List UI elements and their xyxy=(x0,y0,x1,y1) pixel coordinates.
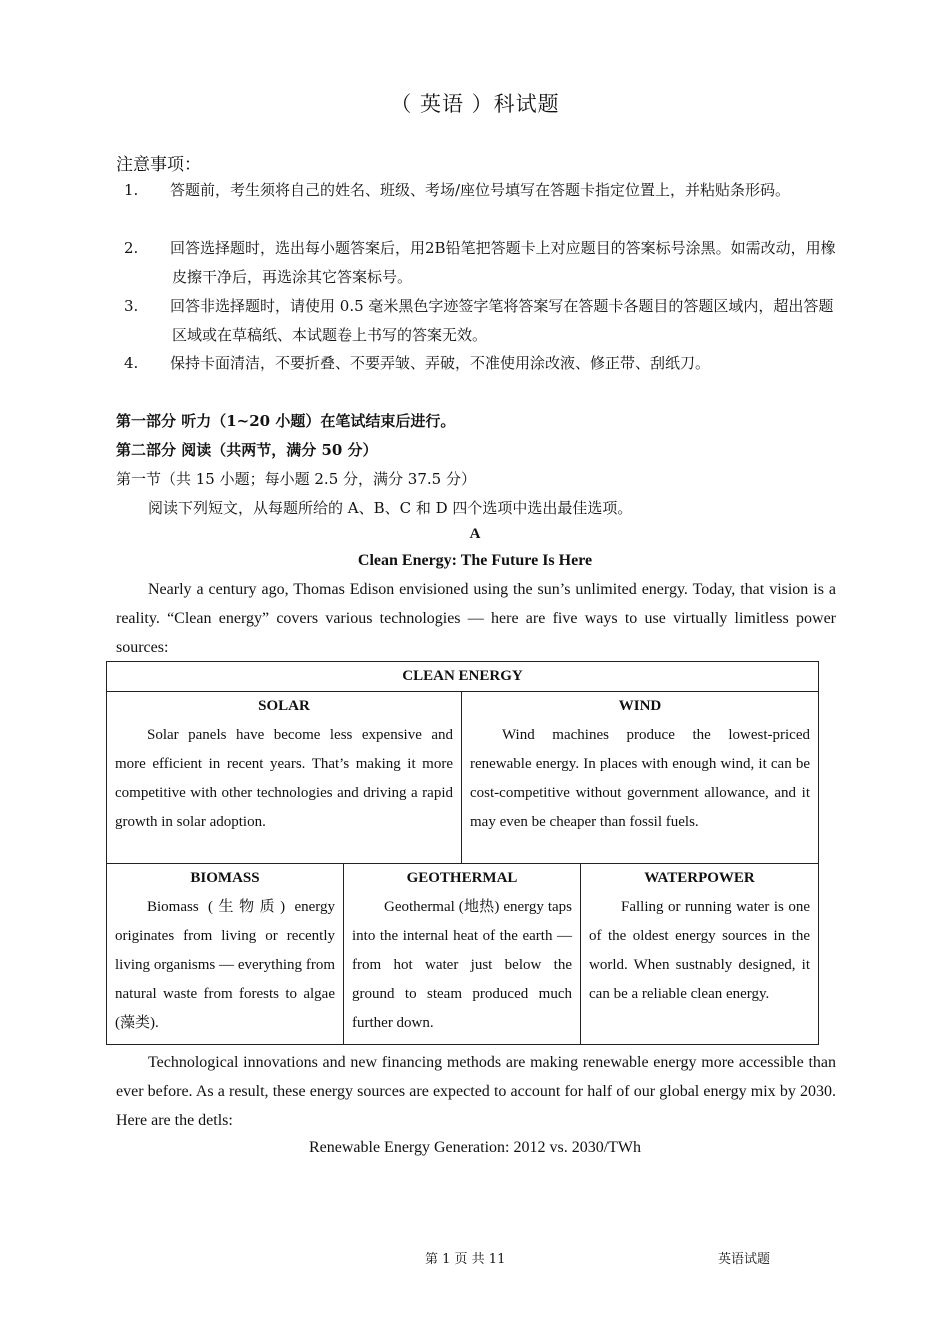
footer-subject: 英语试题 xyxy=(718,1252,771,1267)
solar-cell xyxy=(107,692,462,864)
notice-item: 3. 回答非选择题时，请使用 0.5 毫米黑色字迹签字笔将答案写在答题卡各题目的答题区域内，超出答题区域或在草稿纸、本试题卷上书写的答案无效。 xyxy=(124,297,834,344)
notice-item: 2. 回答选择题时，选出每小题答案后，用2B铅笔把答题卡上对应题目的答案标号涂黑。如需改动，用橡皮擦干净后，再选涂其它答案标号。 xyxy=(124,239,836,286)
biomass-text: Biomass (生物质) energy originates from living or recently living organisms — everything from natural waste from forests to algae (藻类). xyxy=(115,899,335,1031)
biomass-title: BIOMASS xyxy=(190,870,260,886)
waterpower-cell xyxy=(581,864,819,1045)
notice-heading: 注意事项： xyxy=(116,155,201,175)
page-title: （ 英语 ）科试题 xyxy=(390,92,560,116)
biomass-cell xyxy=(107,864,344,1045)
geothermal-cell xyxy=(344,864,581,1045)
table-heading: CLEAN ENERGY xyxy=(107,662,819,692)
solar-title: SOLAR xyxy=(258,698,310,714)
wind-cell xyxy=(462,692,819,864)
waterpower-text: Falling or running water is one of the oldest energy sources in the world. When sustnably designed, it can be a reliable clean energy. xyxy=(589,899,810,1002)
passage-letter: A xyxy=(469,526,481,542)
page-number: 第 1 页 共 11 xyxy=(425,1252,506,1267)
waterpower-title: WATERPOWER xyxy=(644,870,755,886)
notice-item: 4. 保持卡面清洁，不要折叠、不要弄皱、弄破，不准使用涂改液、修正带、刮纸刀。 xyxy=(124,354,711,372)
passage-intro: Nearly a century ago, Thomas Edison envisioned using the sun’s unlimited energy. Today, that vision is a reality. “Clean energy” covers various technologies — here are five ways to use virtually limitless power sources: xyxy=(116,581,836,656)
wind-title: WIND xyxy=(618,698,662,714)
wind-text: Wind machines produce the lowest-priced renewable energy. In places with enough wind, it can be cost-competitive without government allowance, and it may even be cheaper than fossil fuels. xyxy=(470,727,810,830)
clean-energy-table xyxy=(106,661,819,1045)
part2-heading: 第二部分 阅读（共两节，满分 50 分） xyxy=(116,441,378,459)
passage-after-table: Technological innovations and new financing methods are making renewable energy more accessible than ever before. As a result, these energy sources are expected to account for half of our global energy mix by 2030. Here are the detls: xyxy=(116,1054,836,1129)
solar-text: Solar panels have become less expensive and more efficient in recent years. That’s making it more competitive with other technologies and driving a rapid growth in solar adoption. xyxy=(115,727,453,830)
geothermal-title: GEOTHERMAL xyxy=(406,870,518,886)
section1-heading: 第一节（共 15 小题；每小题 2.5 分，满分 37.5 分） xyxy=(116,470,476,488)
geothermal-text: Geothermal (地热) energy taps into the internal heat of the earth — from hot water just below the ground to steam produced much further down. xyxy=(352,899,572,1031)
instruction-text: 阅读下列短文，从每题所给的 A、B、C 和 D 四个选项中选出最佳选项。 xyxy=(148,499,633,517)
part1-heading: 第一部分 听力（1~20 小题）在笔试结束后进行。 xyxy=(116,412,456,430)
passage-title: Clean Energy: The Future Is Here xyxy=(357,552,593,569)
notice-item: 1. 答题前，考生须将自己的姓名、班级、考场/座位号填写在答题卡指定位置上，并粘贴条形码。 xyxy=(124,181,791,199)
chart-caption: Renewable Energy Generation: 2012 vs. 2030/TWh xyxy=(308,1139,642,1156)
